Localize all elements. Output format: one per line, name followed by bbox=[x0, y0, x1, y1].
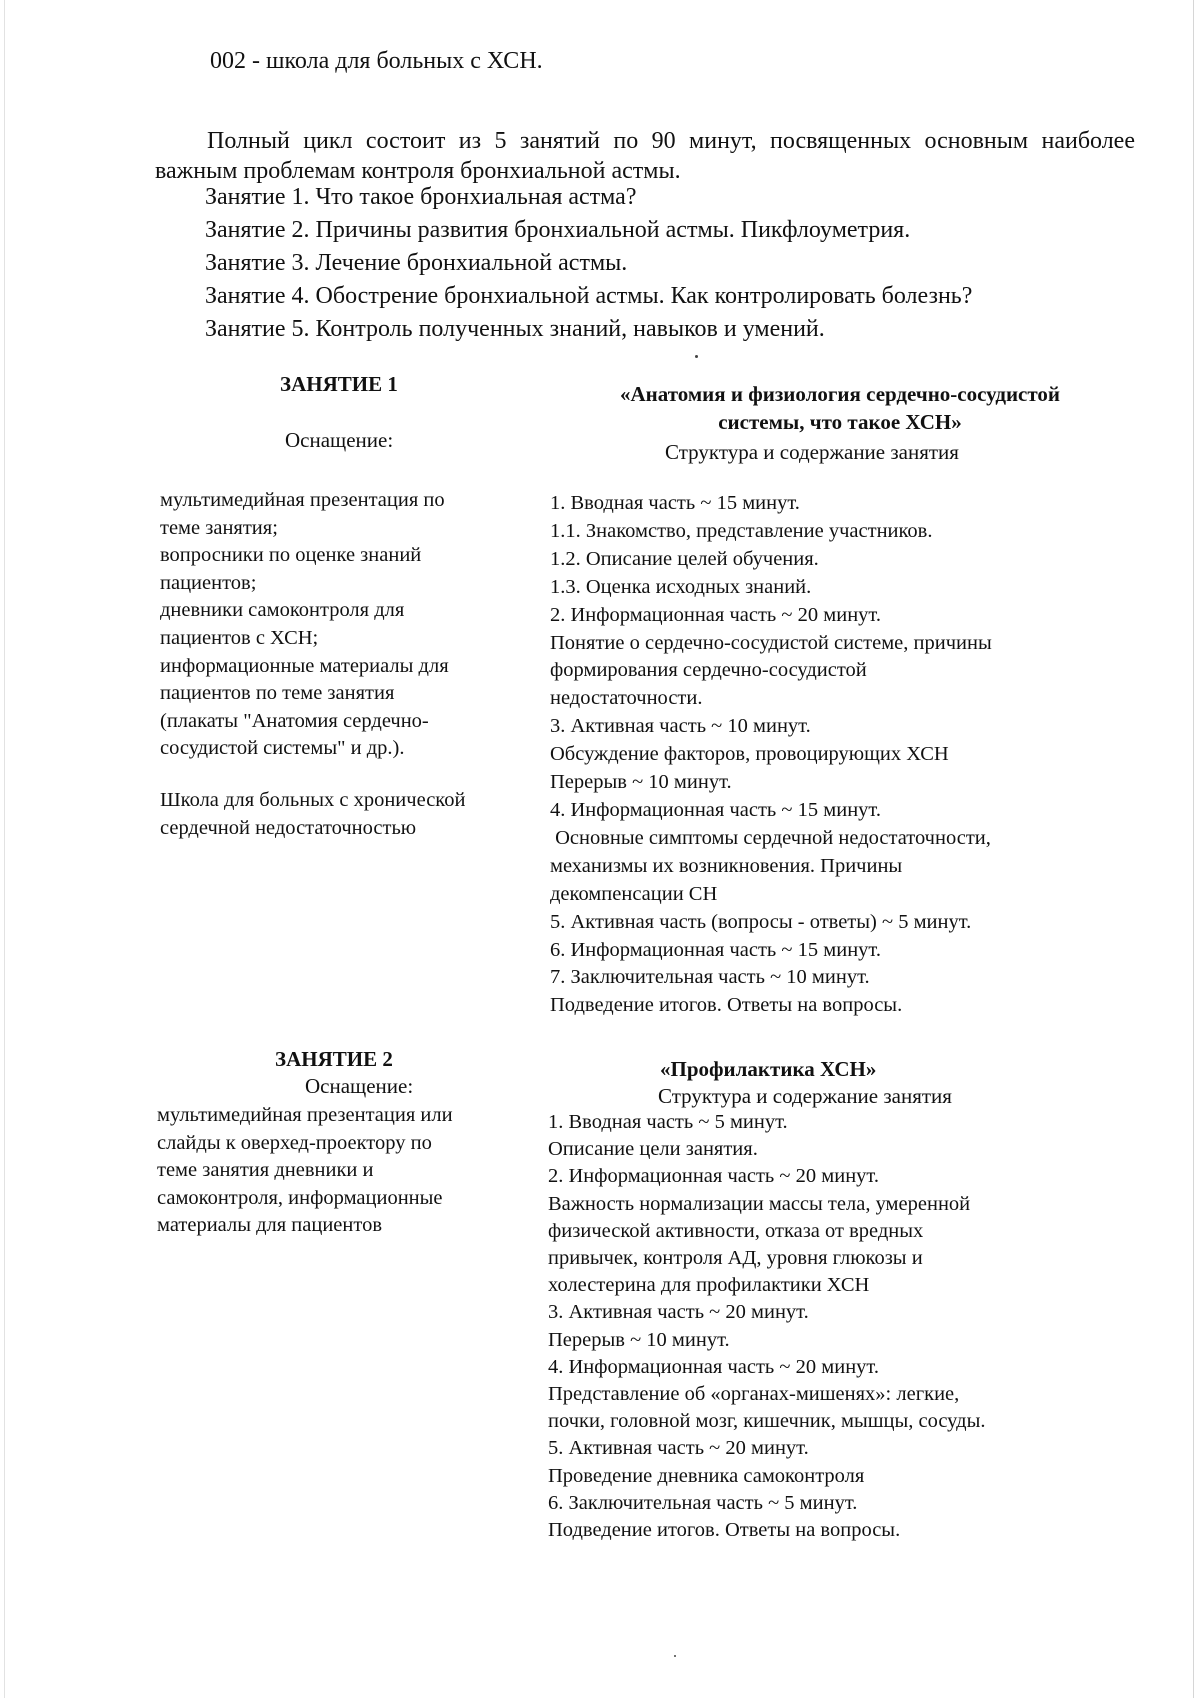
structure-line: 6. Заключительная часть ~ 5 минут. bbox=[548, 1491, 858, 1514]
equipment-line: теме занятия дневники и bbox=[157, 1159, 374, 1182]
session1-equipment-label: Оснащение: bbox=[285, 428, 394, 452]
structure-line: Подведение итогов. Ответы на вопросы. bbox=[548, 1519, 901, 1542]
structure-line: 4. Информационная часть ~ 20 минут. bbox=[548, 1355, 879, 1378]
structure-line: 1. Вводная часть ~ 5 минут. bbox=[548, 1111, 788, 1133]
structure-line: Обсуждение факторов, провоцирующих ХСН bbox=[550, 743, 949, 766]
structure-line: 5. Активная часть ~ 20 минут. bbox=[548, 1437, 809, 1460]
scan-edge-left bbox=[4, 0, 5, 1698]
structure-line: 5. Активная часть (вопросы - ответы) ~ 5 минут. bbox=[550, 910, 972, 933]
structure-line: почки, головной мозг, кишечник, мышцы, сосуды. bbox=[548, 1410, 986, 1433]
structure-line: Важность нормализации массы тела, умеренной bbox=[548, 1192, 971, 1215]
school-line: сердечной недостаточностью bbox=[160, 816, 417, 839]
structure-line: Основные симптомы сердечной недостаточности, bbox=[550, 826, 991, 849]
structure-line: 1.3. Оценка исходных знаний. bbox=[550, 575, 812, 598]
session1-structure-label: Структура и содержание занятия bbox=[665, 440, 959, 464]
session1-title-line: «Анатомия и физиология сердечно-сосудистой bbox=[619, 382, 1061, 406]
equipment-line: сосудистой системы" и др.). bbox=[160, 737, 405, 760]
session-list-item: Занятие 5. Контроль полученных знаний, навыков и умений. bbox=[205, 316, 825, 342]
equipment-line: слайды к оверхед-проектору по bbox=[157, 1131, 432, 1154]
structure-line: Подведение итогов. Ответы на вопросы. bbox=[550, 994, 903, 1017]
equipment-line: дневники самоконтроля для bbox=[160, 599, 405, 622]
structure-line: Представление об «органах-мишенях»: легкие, bbox=[548, 1383, 960, 1406]
session-list-item: Занятие 3. Лечение бронхиальной астмы. bbox=[205, 250, 628, 276]
session2-structure-list bbox=[548, 1109, 985, 1544]
session1-equipment-list bbox=[160, 487, 465, 842]
equipment-line: пациентов с ХСН; bbox=[160, 626, 319, 649]
scan-speck bbox=[674, 1655, 676, 1657]
session2-structure-label: Структура и содержание занятия bbox=[658, 1084, 952, 1108]
equipment-line: мультимедийная презентация по bbox=[160, 489, 445, 511]
spacer bbox=[160, 763, 465, 787]
sessions-list bbox=[205, 181, 972, 346]
structure-line: Проведение дневника самоконтроля bbox=[548, 1464, 865, 1487]
structure-line: 1. Вводная часть ~ 15 минут. bbox=[550, 492, 800, 514]
session1-heading: ЗАНЯТИЕ 1 bbox=[280, 372, 398, 396]
structure-line: Понятие о сердечно-сосудистой системе, причины bbox=[550, 631, 992, 654]
structure-line: 1.2. Описание целей обучения. bbox=[550, 547, 819, 570]
session2-equipment-list bbox=[157, 1102, 453, 1240]
structure-line: 7. Заключительная часть ~ 10 минут. bbox=[550, 966, 870, 989]
structure-line: 3. Активная часть ~ 10 минут. bbox=[550, 715, 811, 738]
structure-line: физической активности, отказа от вредных bbox=[548, 1219, 924, 1242]
equipment-line: вопросники по оценке знаний bbox=[160, 544, 422, 567]
structure-line: 4. Информационная часть ~ 15 минут. bbox=[550, 798, 881, 821]
structure-line: недостаточности. bbox=[550, 687, 703, 710]
session1-structure-list bbox=[550, 490, 992, 1020]
equipment-line: информационные материалы для bbox=[160, 654, 449, 677]
structure-line: холестерина для профилактики ХСН bbox=[548, 1274, 870, 1297]
school-line: Школа для больных с хронической bbox=[160, 788, 466, 811]
equipment-line: пациентов; bbox=[160, 571, 257, 594]
structure-line: привычек, контроля АД, уровня глюкозы и bbox=[548, 1247, 923, 1270]
intro-paragraph: Полный цикл состоит из 5 занятий по 90 минут, посвященных основным наиболее важным проблемам контроля бронхиальной астмы. bbox=[155, 128, 1135, 184]
structure-line: 3. Активная часть ~ 20 минут. bbox=[548, 1301, 809, 1324]
session2-title: «Профилактика ХСН» bbox=[660, 1057, 877, 1081]
structure-line: 6. Информационная часть ~ 15 минут. bbox=[550, 938, 881, 961]
equipment-line: материалы для пациентов bbox=[157, 1214, 382, 1237]
scan-edge-right bbox=[1193, 0, 1194, 1698]
equipment-line: мультимедийная презентация или bbox=[157, 1104, 453, 1126]
equipment-line: теме занятия; bbox=[160, 516, 278, 539]
structure-line: Перерыв ~ 10 минут. bbox=[548, 1328, 730, 1351]
equipment-line: пациентов по теме занятия bbox=[160, 682, 395, 705]
document-header: 002 - школа для больных с ХСН. bbox=[210, 48, 543, 74]
equipment-line: самоконтроля, информационные bbox=[157, 1186, 443, 1209]
structure-line: 2. Информационная часть ~ 20 минут. bbox=[550, 603, 881, 626]
structure-line: 2. Информационная часть ~ 20 минут. bbox=[548, 1165, 879, 1188]
scan-speck bbox=[695, 355, 698, 358]
session-list-item: Занятие 4. Обострение бронхиальной астмы. Как контролировать болезнь? bbox=[205, 283, 973, 309]
session1-title-line: системы, что такое ХСН» bbox=[718, 410, 962, 434]
session-list-item: Занятие 1. Что такое бронхиальная астма? bbox=[205, 184, 637, 210]
structure-line: Перерыв ~ 10 минут. bbox=[550, 771, 732, 794]
structure-line: Описание цели занятия. bbox=[548, 1138, 758, 1161]
structure-line: формирования сердечно-сосудистой bbox=[550, 659, 867, 682]
session2-equipment-label: Оснащение: bbox=[305, 1074, 414, 1098]
session2-heading: ЗАНЯТИЕ 2 bbox=[275, 1047, 393, 1071]
structure-line: механизмы их возникновения. Причины bbox=[550, 854, 903, 877]
structure-line: декомпенсации СН bbox=[550, 882, 718, 905]
session1-title bbox=[560, 380, 1120, 436]
session-list-item: Занятие 2. Причины развития бронхиальной астмы. Пикфлоуметрия. bbox=[205, 217, 911, 243]
structure-line: 1.1. Знакомство, представление участников. bbox=[550, 519, 933, 542]
equipment-line: (плакаты "Анатомия сердечно- bbox=[160, 709, 429, 732]
